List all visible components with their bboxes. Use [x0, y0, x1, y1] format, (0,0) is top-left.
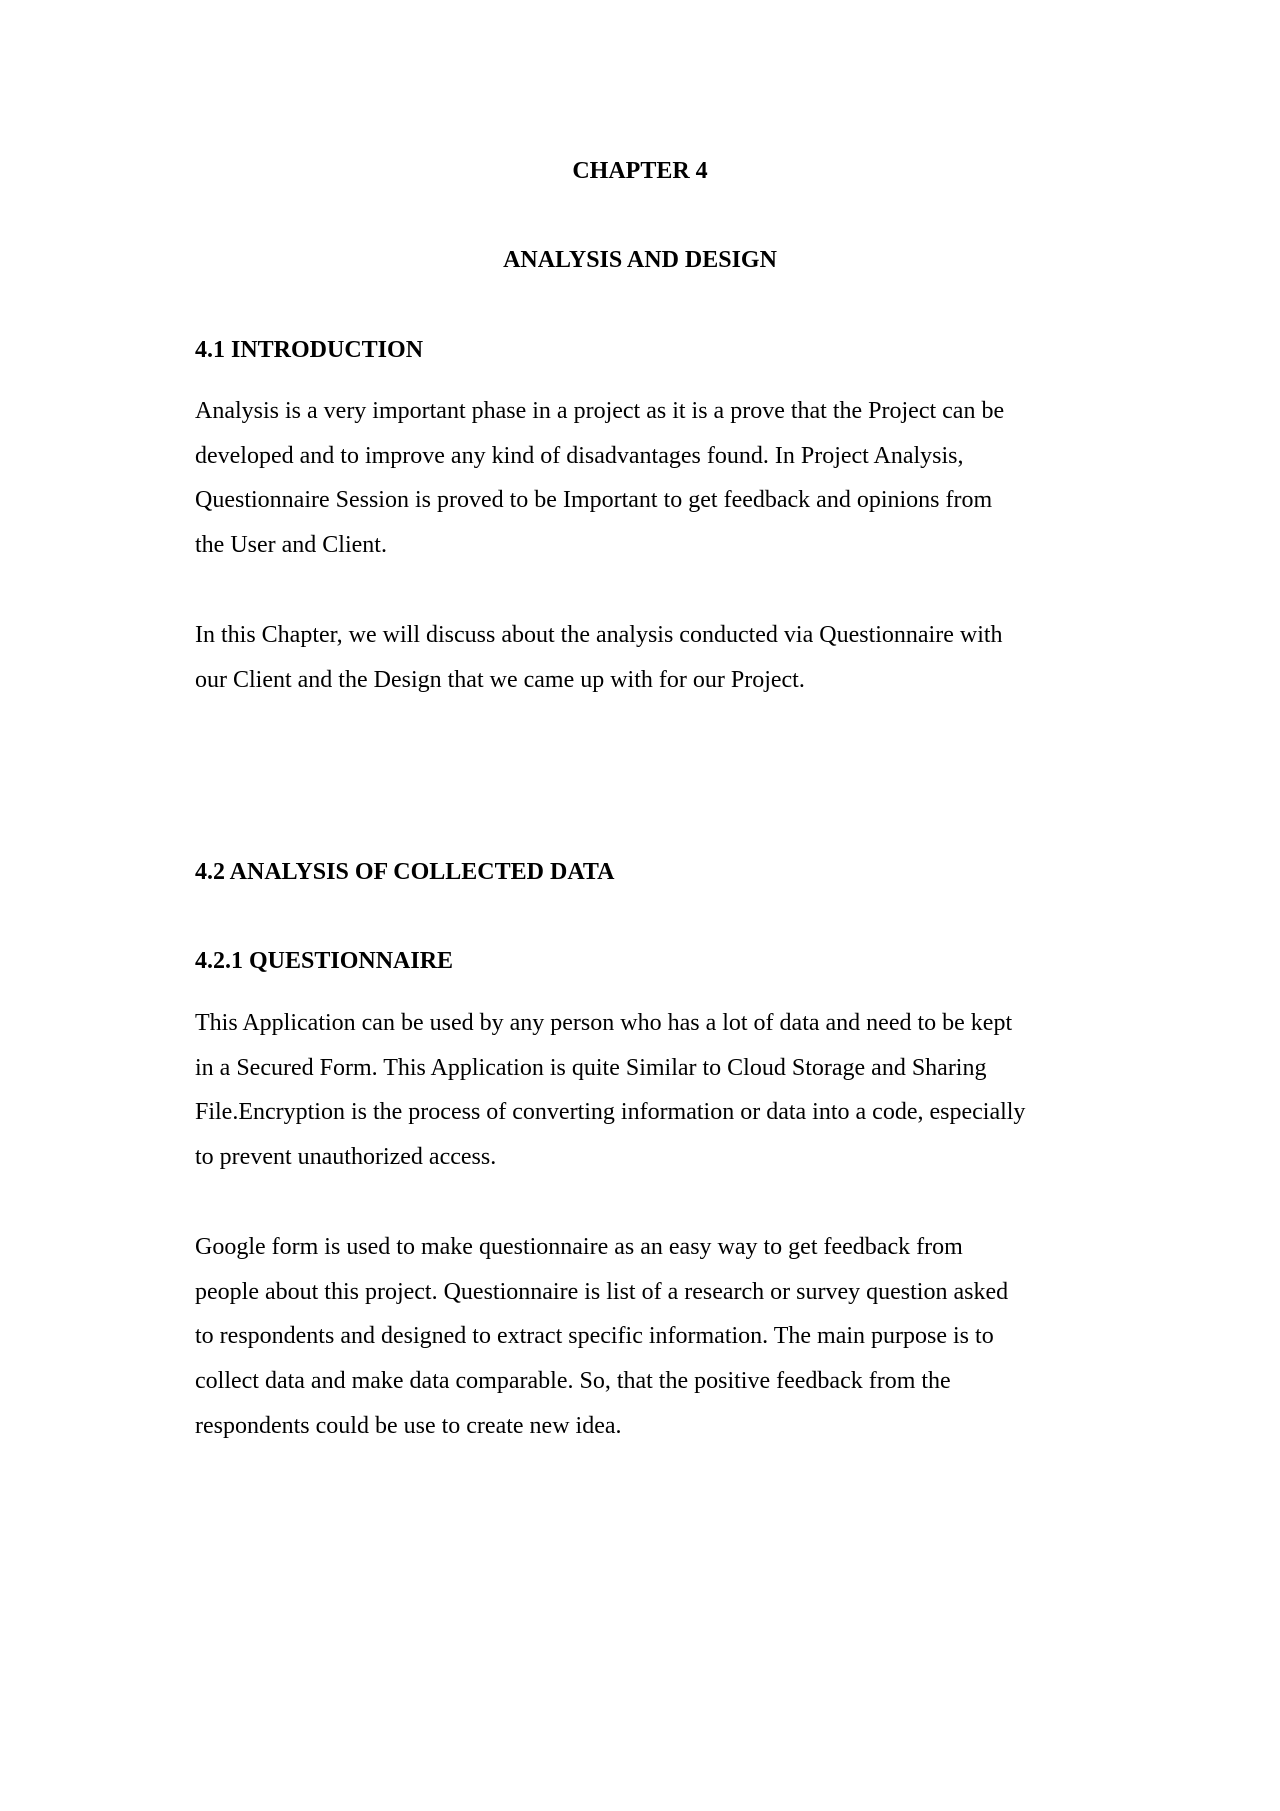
paragraph-line: Questionnaire Session is proved to be Important to get feedback and opinions from [195, 487, 993, 514]
paragraph-line: to respondents and designed to extract specific information. The main purpose is to [195, 1323, 994, 1350]
paragraph-line: In this Chapter, we will discuss about the analysis conducted via Questionnaire with [195, 622, 1003, 648]
introduction-paragraph-2 [195, 613, 1095, 702]
chapter-label: CHAPTER 4 [572, 158, 708, 184]
questionnaire-paragraph-1 [195, 1001, 1095, 1180]
paragraph-line: in a Secured Form. This Application is quite Similar to Cloud Storage and Sharing [195, 1054, 987, 1081]
paragraph-line: This Application can be used by any person who has a lot of data and need to be kept [195, 1010, 1013, 1036]
paragraph-line: File.Encryption is the process of converting information or data into a code, especially [195, 1099, 1026, 1126]
subsection-heading-questionnaire: 4.2.1 QUESTIONNAIRE [195, 948, 454, 974]
paragraph-line: developed and to improve any kind of disadvantages found. In Project Analysis, [195, 442, 964, 469]
paragraph-line: Analysis is a very important phase in a project as it is a prove that the Project can be [195, 398, 1005, 424]
section-heading-analysis: 4.2 ANALYSIS OF COLLECTED DATA [195, 859, 615, 885]
introduction-paragraph-1 [195, 389, 1095, 568]
paragraph-line: collect data and make data comparable. So, that the positive feedback from the [195, 1368, 951, 1395]
paragraph-line: people about this project. Questionnaire is list of a research or survey question asked [195, 1278, 1009, 1305]
paragraph-line: respondents could be use to create new idea. [195, 1412, 622, 1439]
section-heading-introduction: 4.1 INTRODUCTION [195, 337, 424, 363]
paragraph-line: Google form is used to make questionnaire as an easy way to get feedback from [195, 1234, 963, 1260]
chapter-title: ANALYSIS AND DESIGN [503, 247, 777, 273]
questionnaire-paragraph-2 [195, 1225, 1095, 1449]
paragraph-line: our Client and the Design that we came up with for our Project. [195, 666, 805, 693]
paragraph-line: to prevent unauthorized access. [195, 1144, 497, 1171]
paragraph-line: the User and Client. [195, 532, 387, 559]
